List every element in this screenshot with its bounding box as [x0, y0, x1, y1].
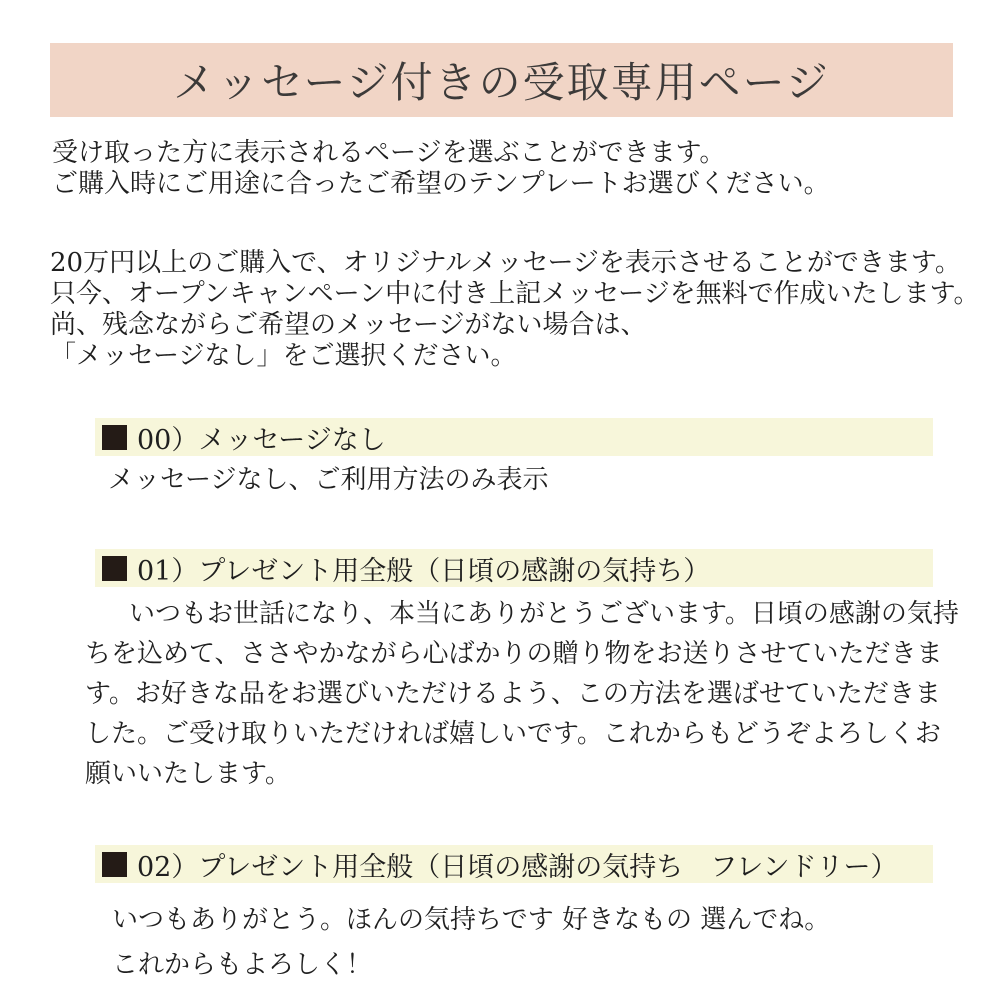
- title-banner: [50, 43, 953, 117]
- text-line: ちを込めて、ささやかながら心ばかりの贈り物をお送りさせていただきま: [85, 639, 943, 669]
- black-square-icon: [102, 425, 127, 450]
- text-line: 20万円以上のご購入で、オリジナルメッセージを表示させることができます。: [50, 248, 961, 278]
- section-02-body: [112, 898, 830, 988]
- text-line: ご購入時にご用途に合ったご希望のテンプレートお選びください。: [52, 169, 830, 199]
- section-02-label: 02）プレゼント用全般（日頃の感謝の気持ち フレンドリー）: [137, 851, 898, 883]
- section-01-label: 01）プレゼント用全般（日頃の感謝の気持ち）: [137, 555, 711, 587]
- text-line: 只今、オープンキャンペーン中に付き上記メッセージを無料で作成いたします。: [50, 279, 980, 309]
- text-line: す。お好きな品をお選びいただけるよう、この方法を選ばせていただきま: [85, 679, 941, 709]
- text-line: 尚、残念ながらご希望のメッセージがない場合は、: [50, 310, 647, 340]
- section-00-label: 00）メッセージなし: [137, 424, 386, 456]
- section-02-header: [95, 845, 933, 883]
- campaign-notice-paragraph: [50, 248, 980, 372]
- section-00-header: [95, 418, 933, 456]
- section-01-body: [85, 594, 959, 794]
- text-line: いつもありがとう。ほんの気持ちです 好きなもの 選んでね。: [112, 905, 831, 935]
- text-line: 受け取った方に表示されるページを選ぶことができます。: [52, 138, 726, 168]
- text-line: 願いいたします。: [85, 759, 291, 789]
- section-01-header: [95, 549, 933, 587]
- text-line: した。ご受け取りいただければ嬉しいです。これからもどうぞよろしくお: [85, 719, 941, 749]
- black-square-icon: [102, 852, 127, 877]
- intro-paragraph: [52, 138, 830, 200]
- text-line: 「メッセージなし」をご選択ください。: [50, 341, 517, 371]
- black-square-icon: [102, 556, 127, 581]
- text-line: いつもお世話になり、本当にありがとうございます。日頃の感謝の気持: [129, 599, 959, 629]
- text-line: メッセージなし、ご利用方法のみ表示: [108, 465, 549, 495]
- page-title: メッセージ付きの受取専用ページ: [173, 58, 830, 107]
- section-00-body: [108, 463, 548, 497]
- text-line: これからもよろしく！: [112, 950, 373, 980]
